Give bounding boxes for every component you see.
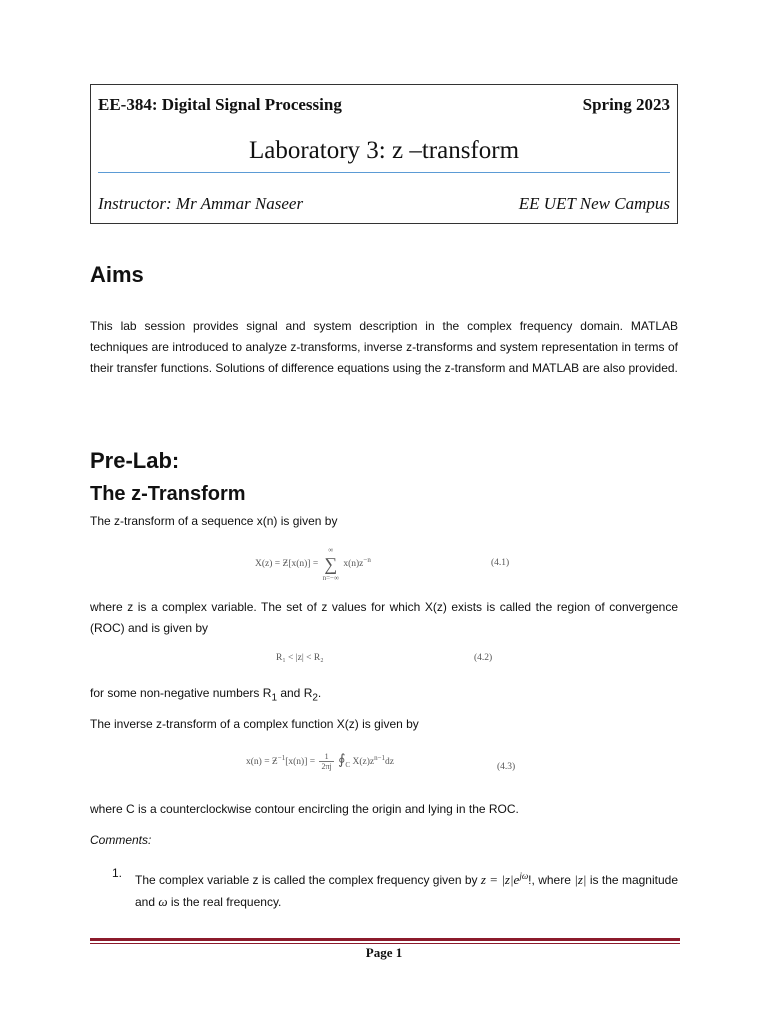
eq3-frac-den: 2πj <box>321 762 332 772</box>
sigma-symbol: ∑ <box>324 554 338 574</box>
nonneg-prefix: for some non-negative numbers R <box>90 686 272 700</box>
eq1-sum-top: ∞ <box>328 546 334 554</box>
page-number: Page 1 <box>365 945 403 960</box>
header-divider <box>98 172 670 173</box>
eq3-frac-num: 1 <box>319 752 333 762</box>
nonneg-mid: and R <box>277 686 313 700</box>
eq1-lhs: X(z) = Ƶ[x(n)] = <box>255 559 319 570</box>
eq3-integral-sub: C <box>345 760 351 769</box>
inverse-intro: The inverse z-transform of a complex function X(z) is given by <box>90 717 419 731</box>
footer-rule-thin <box>90 943 680 944</box>
aims-paragraph: This lab session provides signal and system description in the complex frequency domain. MATLAB techniques are introduced to analyze z-transforms, inverse z-transforms and system representation in terms of their transfer functions. Solutions of difference equations using the z-transform and MATLAB are also provided. <box>90 319 678 375</box>
lab-title: Laboratory 3: z –transform <box>248 137 520 164</box>
header-box <box>90 84 678 224</box>
eq3-fraction <box>319 752 333 771</box>
eq3-rhs-exp: n−1 <box>374 753 386 762</box>
equation-4-2: R₁ < |z| < R₂ <box>276 653 324 663</box>
item1-text-c: is the magnitude and <box>135 873 679 909</box>
list-item-number: 1. <box>112 866 123 880</box>
item1-text-a: The complex variable z is called the complex frequency given by <box>135 873 481 887</box>
footer-rule <box>90 938 680 941</box>
eq1-rhs: x(n)z <box>343 559 364 570</box>
nonneg-sub-2: 2 <box>312 692 318 704</box>
eq3-lhs-exp: −1 <box>277 753 286 762</box>
item1-text-b: , where <box>531 873 575 887</box>
eq1-sum-bottom: n=−∞ <box>322 574 339 582</box>
roc-paragraph: where z is a complex variable. The set of z values for which X(z) exists is called the region of convergence (ROC) and is given by <box>90 600 678 635</box>
campus: EE UET New Campus <box>518 194 670 213</box>
comments-label: Comments: <box>90 833 152 847</box>
eq3-rhs: X(z)z <box>352 757 375 767</box>
eq3-rhs-end: dz <box>385 757 394 767</box>
eq1-rhs-exp: −n <box>363 556 371 565</box>
nonneg-sentence <box>90 683 678 708</box>
item1-math3: ω <box>158 894 168 909</box>
eq1-number: (4.1) <box>491 558 510 568</box>
item1-math2: |z| <box>574 872 587 887</box>
aims-heading: Aims <box>90 262 144 287</box>
item1-math-end: ! <box>528 873 532 887</box>
eq3-number: (4.3) <box>497 762 516 772</box>
equation-4-3 <box>246 752 394 771</box>
eq3-lhs: x(n) = Ƶ <box>246 757 278 767</box>
item1-math: z = |z|e <box>480 872 520 887</box>
course-title: EE-384: Digital Signal Processing <box>98 95 342 114</box>
equation-4-1 <box>255 545 371 583</box>
eq3-lhs-rest: [x(n)] = <box>285 757 316 767</box>
instructor: Instructor: Mr Ammar Naseer <box>98 194 304 213</box>
contour-integral-icon: ∮ <box>338 753 346 768</box>
item1-math-exp: jω <box>519 871 529 881</box>
nonneg-sub-1: 1 <box>271 692 277 704</box>
prelab-heading: Pre-Lab: <box>90 448 180 473</box>
item1-text-d: is the real frequency. <box>167 895 282 909</box>
contour-paragraph: where C is a counterclockwise contour encircling the origin and lying in the ROC. <box>90 802 519 816</box>
list-item <box>135 866 678 913</box>
eq1-sum <box>323 545 339 583</box>
ztransform-intro: The z-transform of a sequence x(n) is given by <box>90 514 338 528</box>
ztransform-subheading: The z-Transform <box>90 483 246 505</box>
term: Spring 2023 <box>582 95 670 114</box>
nonneg-suffix: . <box>317 686 322 700</box>
eq2-number: (4.2) <box>474 653 493 663</box>
